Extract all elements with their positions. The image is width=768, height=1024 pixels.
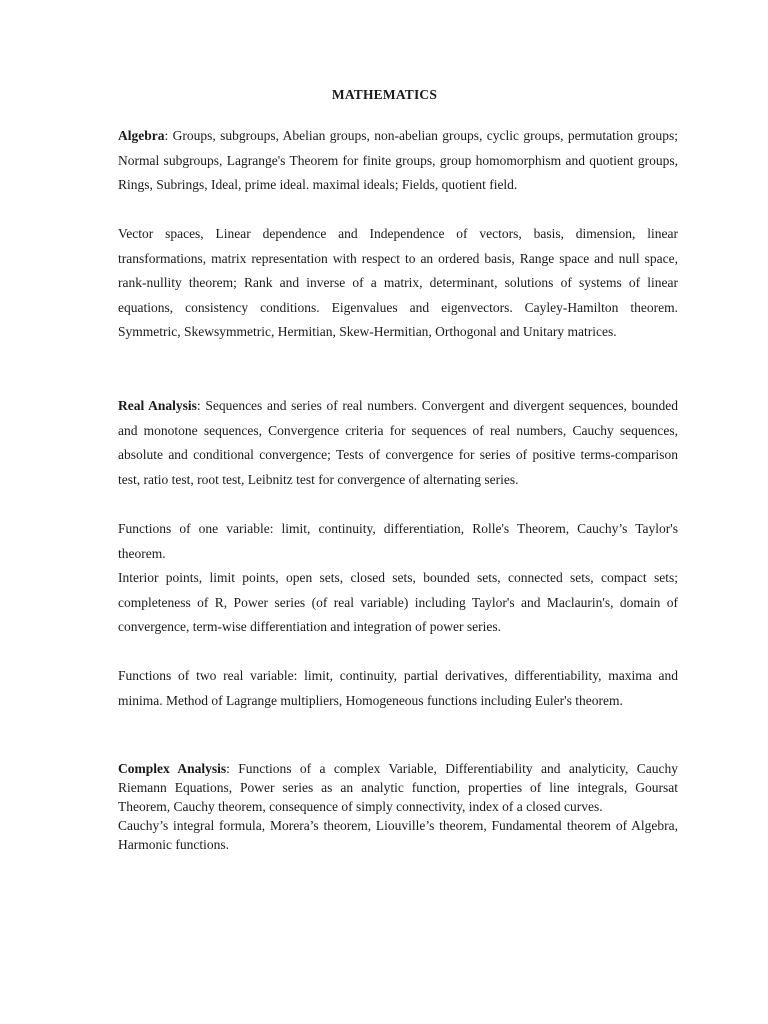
algebra-paragraph (118, 124, 678, 198)
algebra-heading: Algebra (118, 128, 165, 143)
real-analysis-text: : Sequences and series of real numbers. Convergent and divergent sequences, bounded and monotone sequences, Convergence criteria for sequences of real numbers, Cauchy sequences, absolute and conditional convergence; Tests of convergence for series of positive terms-comparison test, ratio test, root test, Leibnitz test for convergence of alternating series. (118, 398, 678, 487)
real-analysis-heading: Real Analysis (118, 398, 197, 413)
real-analysis-paragraph (118, 394, 678, 492)
complex-analysis-text: : Functions of a complex Variable, Differentiability and analyticity, Cauchy Riemann Equations, Power series as an analytic function, properties of line integrals, Goursat Theorem, Cauchy theorem, consequence of simply connectivity, index of a closed curves. (118, 761, 678, 814)
one-variable-paragraph: Functions of one variable: limit, continuity, differentiation, Rolle's Theorem, Cauchy’s Taylor's theorem. (118, 521, 678, 561)
cauchy-integral-paragraph: Cauchy’s integral formula, Morera’s theorem, Liouville’s theorem, Fundamental theorem of Algebra, Harmonic functions. (118, 818, 678, 852)
complex-analysis-paragraph (118, 759, 678, 816)
algebra-text: : Groups, subgroups, Abelian groups, non-abelian groups, cyclic groups, permutation groups; Normal subgroups, Lagrange's Theorem for finite groups, group homomorphism and quotient groups, Rings, Subrings, Ideal, prime ideal. maximal ideals; Fields, quotient field. (118, 128, 678, 192)
interior-points-paragraph: Interior points, limit points, open sets, closed sets, bounded sets, connected sets, compact sets; completeness of R, Power series (of real variable) including Taylor's and Maclaurin's, domain of convergence, term-wise differentiation and integration of power series. (118, 570, 678, 634)
page-title: MATHEMATICS (331, 87, 438, 102)
complex-analysis-heading: Complex Analysis (118, 761, 227, 776)
vector-spaces-paragraph: Vector spaces, Linear dependence and Independence of vectors, basis, dimension, linear transformations, matrix representation with respect to an ordered basis, Range space and null space, rank-nullity theorem; Rank and inverse of a matrix, determinant, solutions of systems of linear equations, consistency conditions. Eigenvalues and eigenvectors. Cayley-Hamilton theorem. Symmetric, Skewsymmetric, Hermitian, Skew-Hermitian, Orthogonal and Unitary matrices. (118, 226, 678, 339)
two-variable-paragraph: Functions of two real variable: limit, continuity, partial derivatives, differentiability, maxima and minima. Method of Lagrange multipliers, Homogeneous functions including Euler's theorem. (118, 668, 678, 708)
